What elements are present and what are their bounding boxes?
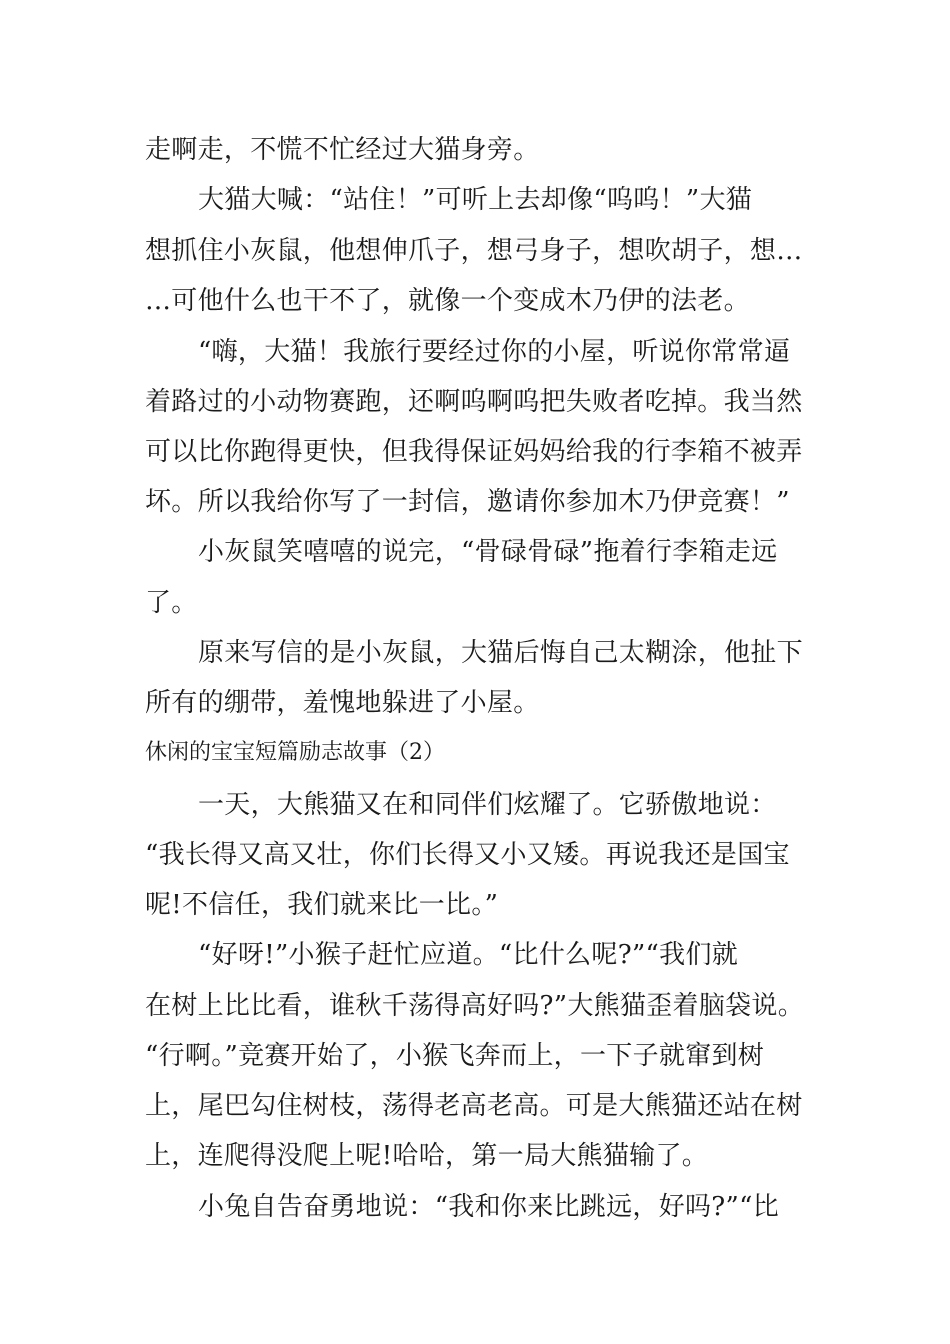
text-line: 想抓住小灰鼠，他想伸爪子，想弓身子，想吹胡子，想… bbox=[145, 236, 803, 266]
text-line: 呢!不信任，我们就来比一比。” bbox=[145, 890, 499, 920]
text-line: …可他什么也干不了，就像一个变成木乃伊的法老。 bbox=[145, 286, 750, 316]
text-line: “行啊。”竞赛开始了，小猴飞奔而上，一下子就窜到树 bbox=[145, 1041, 765, 1071]
text-line: 可以比你跑得更快，但我得保证妈妈给我的行李箱不被弄 bbox=[145, 437, 803, 467]
text-line: 上，连爬得没爬上呢!哈哈，第一局大熊猫输了。 bbox=[145, 1141, 709, 1171]
text-line: “我长得又高又壮，你们长得又小又矮。再说我还是国宝 bbox=[145, 840, 790, 870]
text-line: 着路过的小动物赛跑，还啊呜啊呜把失败者吃掉。我当然 bbox=[145, 387, 803, 417]
text-line: 在树上比比看，谁秋千荡得高好吗?”大熊猫歪着脑袋说。 bbox=[145, 991, 805, 1021]
paragraph-start: 一天，大熊猫又在和同伴们炫耀了。它骄傲地说： bbox=[198, 790, 777, 820]
paragraph-start: “好呀!”小猴子赶忙应道。“比什么呢?”“我们就 bbox=[198, 940, 739, 970]
paragraph-start: 原来写信的是小灰鼠，大猫后悔自己太糊涂，他扯下 bbox=[198, 638, 803, 668]
paragraph-start: 大猫大喊：“站住！”可听上去却像“呜呜！”大猫 bbox=[198, 185, 753, 215]
paragraph-start: 小灰鼠笑嘻嘻的说完，“骨碌骨碌”拖着行李箱走远 bbox=[198, 537, 778, 567]
text-line: 走啊走，不慌不忙经过大猫身旁。 bbox=[145, 135, 540, 165]
paragraph-start: “嗨，大猫！我旅行要经过你的小屋，听说你常常逼 bbox=[198, 337, 791, 367]
section-heading: 休闲的宝宝短篇励志故事（2） bbox=[145, 740, 445, 765]
text-line: 所有的绷带，羞愧地躲进了小屋。 bbox=[145, 688, 540, 718]
paragraph-start: 小兔自告奋勇地说：“我和你来比跳远，好吗?”“比 bbox=[198, 1192, 780, 1222]
text-line: 了。 bbox=[145, 588, 198, 618]
text-line: 上，尾巴勾住树枝，荡得老高老高。可是大熊猫还站在树 bbox=[145, 1091, 803, 1121]
text-line: 坏。所以我给你写了一封信，邀请你参加木乃伊竞赛！” bbox=[145, 487, 790, 517]
